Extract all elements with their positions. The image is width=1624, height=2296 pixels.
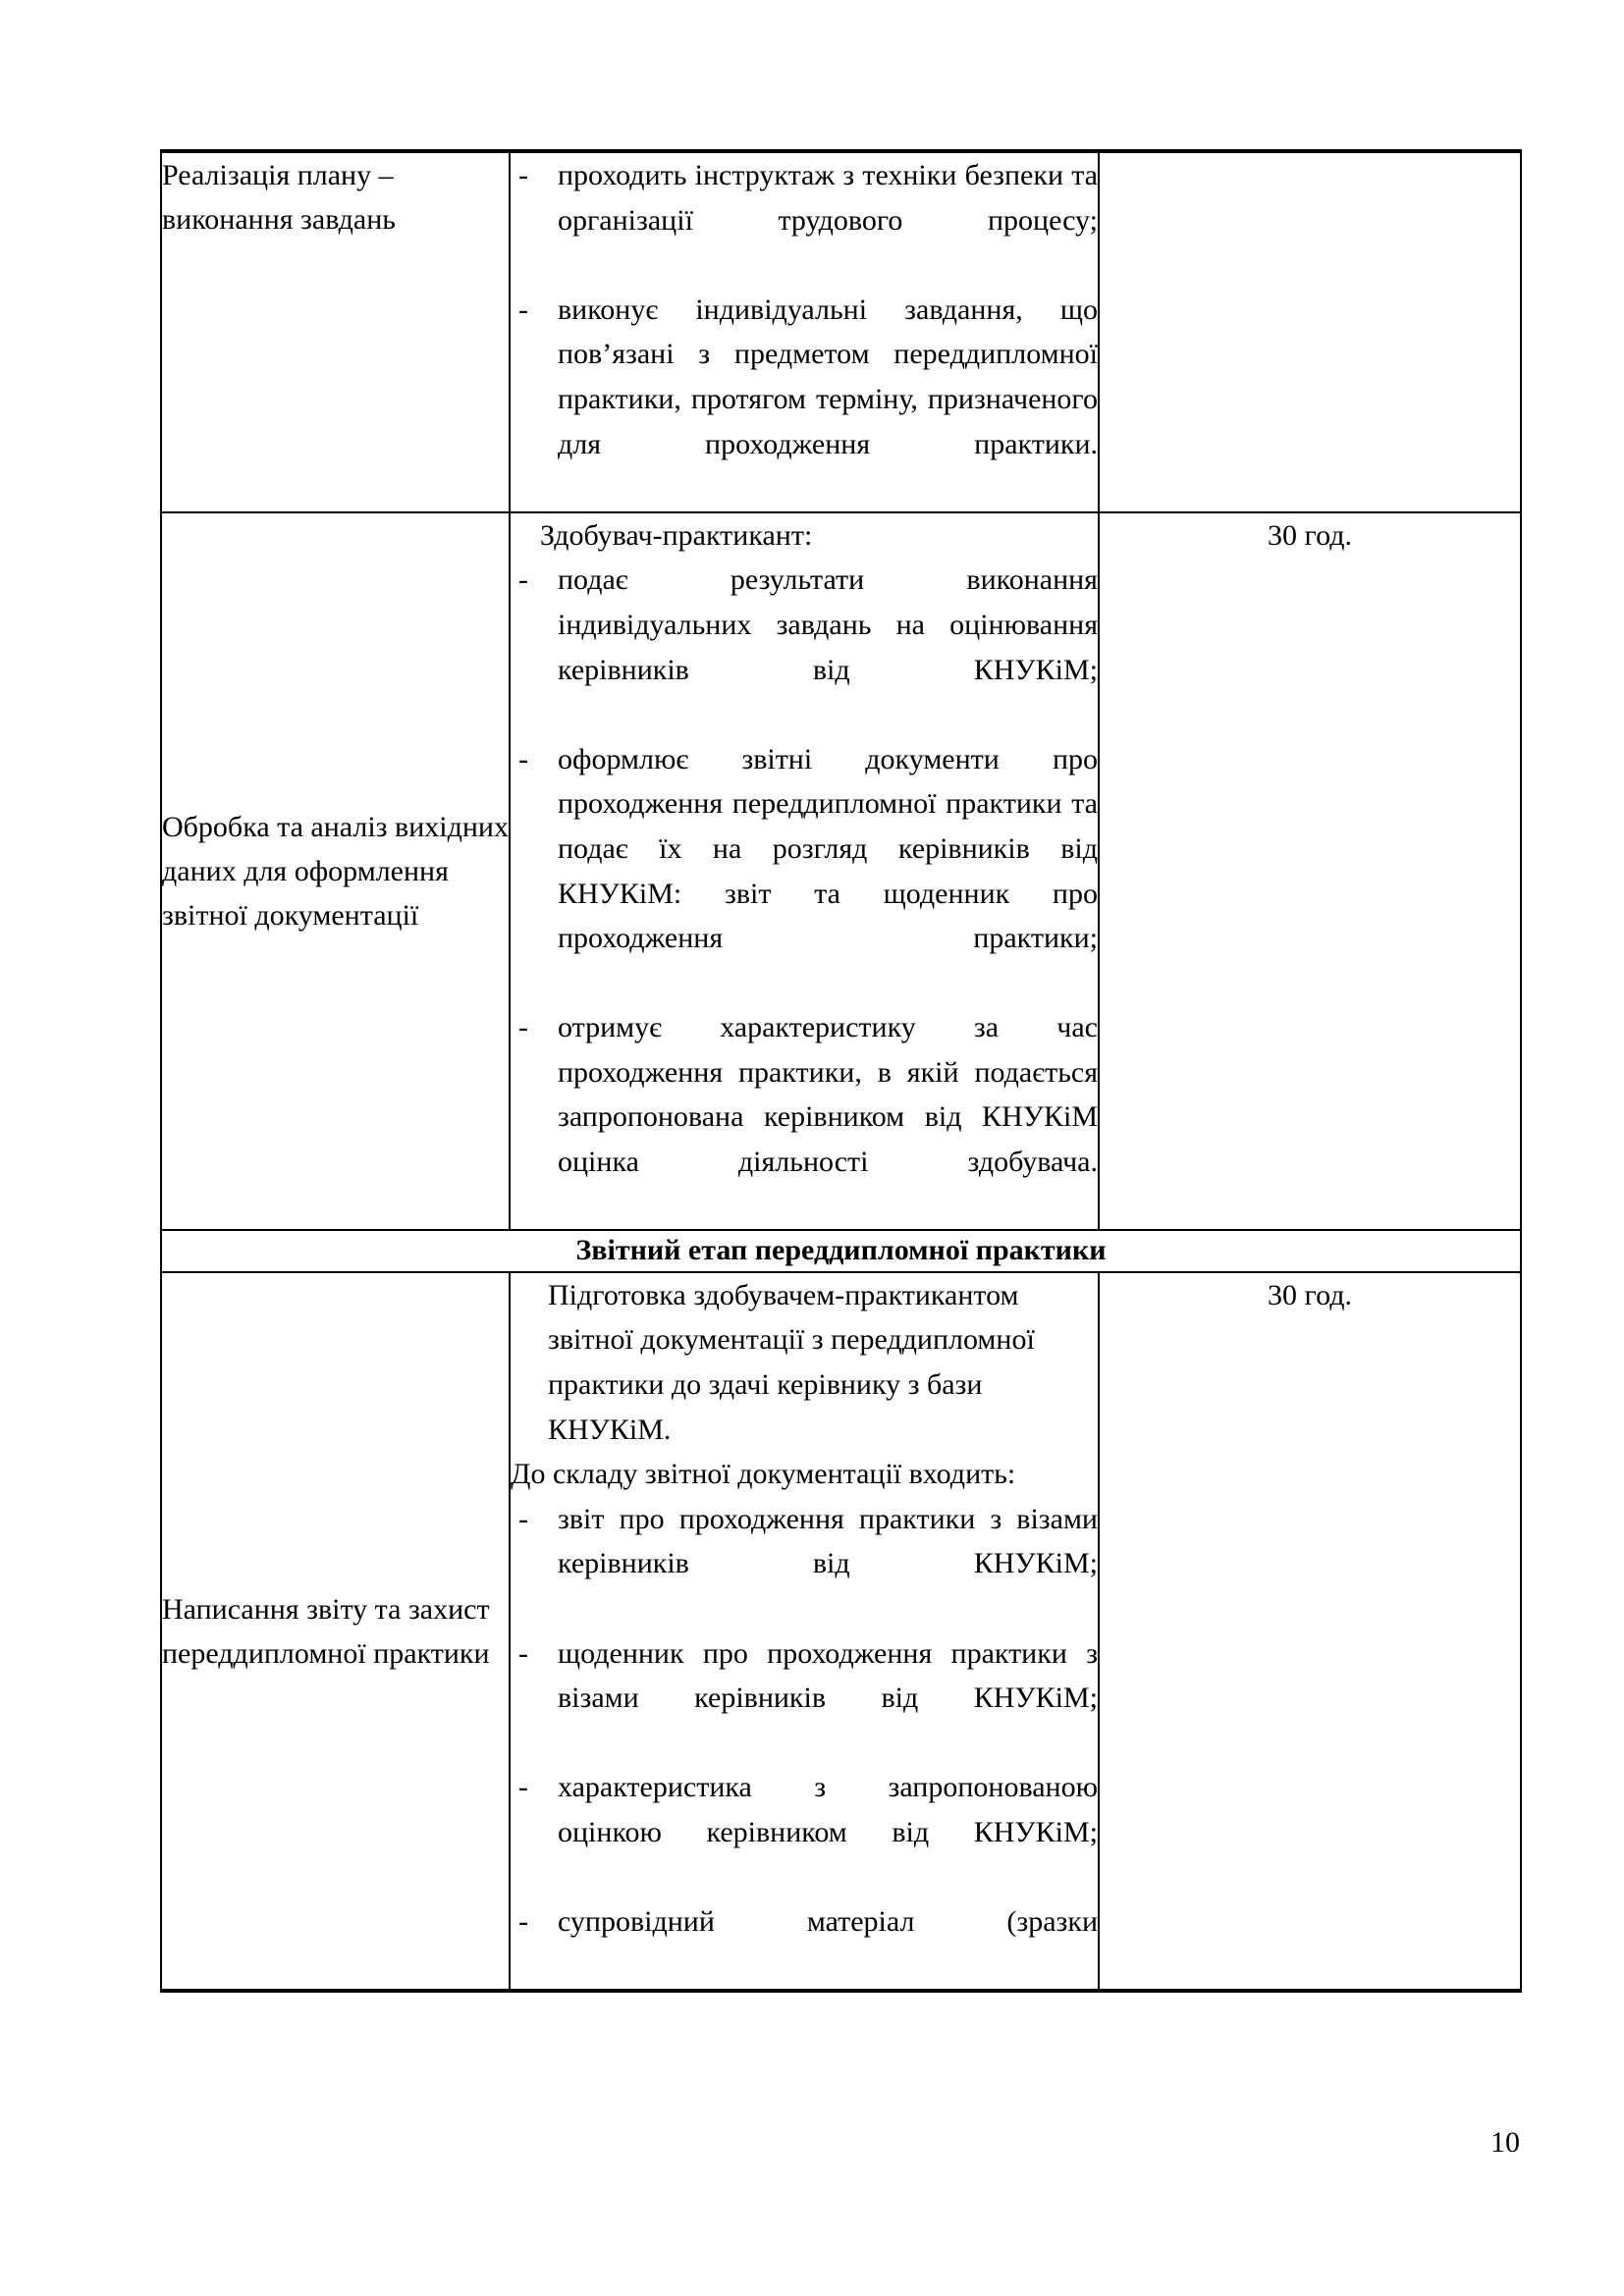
practice-schedule-table: [160, 149, 1522, 1993]
list-item: [511, 288, 1098, 511]
stage-label: Реалізація плану – виконання завдань: [162, 159, 396, 236]
list-item-text: оформлює звітні документи про проходження переддипломної практики та подає їх на розгляд керівників від КНУКіМ: звіт та щоденник про проходження практики;: [558, 742, 1098, 955]
stage-label: Написання звіту та захист переддипломної практики: [162, 1592, 490, 1670]
stage-description-cell: [510, 151, 1099, 512]
task-list: [511, 1497, 1098, 1990]
table-row: [161, 512, 1521, 1231]
table-section-row: [161, 1230, 1521, 1272]
table-row: [161, 151, 1521, 512]
stage-name-cell: [161, 512, 510, 1231]
task-list: [511, 558, 1098, 1229]
section-title: Звітний етап переддипломної практики: [575, 1234, 1107, 1267]
stage-description-cell: [510, 512, 1099, 1231]
list-item: [511, 153, 1098, 288]
hours-cell: [1099, 512, 1521, 1231]
task-list: [511, 153, 1098, 511]
list-item: [511, 558, 1098, 736]
section-header-cell: [161, 1230, 1521, 1272]
list-item-text: отримує характеристику за час проходження практики, в якій подається запропонована керівником від КНУКіМ оцінка діяльності здобувача.: [558, 1011, 1098, 1179]
list-item: [511, 1631, 1098, 1766]
list-item: [511, 1899, 1098, 1989]
hours-cell: [1099, 1272, 1521, 1992]
hours-cell: [1099, 151, 1521, 512]
stage-name-cell: [161, 151, 510, 512]
intro-paragraph: Підготовка здобувачем-практикантом звітної документації з переддипломної практики до здачі керівнику з бази КНУКіМ.: [548, 1278, 1035, 1446]
stage-description-cell: [510, 1272, 1099, 1992]
stage-label: Обробка та аналіз вихідних даних для оформлення звітної документації: [162, 811, 509, 932]
page-number: 10: [1490, 2126, 1520, 2159]
list-item-text: подає результати виконання індивідуальних завдань на оцінювання керівників від КНУКіМ;: [558, 563, 1098, 686]
list-item: [511, 1497, 1098, 1631]
stage-name-cell: [161, 1272, 510, 1992]
hours-value: 30 год.: [1268, 518, 1352, 552]
list-item-text: проходить інструктаж з техніки безпеки та організації трудового процесу;: [558, 159, 1098, 237]
list-item-text: звіт про проходження практики з візами керівників від КНУКіМ;: [558, 1502, 1098, 1580]
list-item: [511, 1765, 1098, 1899]
list-item-text: супровідний матеріал (зразки: [558, 1905, 1098, 1939]
list-intro: Здобувач-практикант:: [540, 518, 813, 552]
list-item-text: виконує індивідуальні завдання, що пов’язані з предметом переддипломної практики, протягом терміну, призначеного для проходження практики.: [558, 293, 1098, 460]
table-row: [161, 1272, 1521, 1992]
list-intro: До складу звітної документації входить:: [511, 1458, 1016, 1491]
list-item-text: характеристика з запропонованою оцінкою керівником від КНУКіМ;: [558, 1771, 1098, 1848]
list-item-text: щоденник про проходження практики з візами керівників від КНУКіМ;: [558, 1636, 1098, 1715]
list-item: [511, 737, 1098, 1006]
list-item: [511, 1005, 1098, 1229]
hours-value: 30 год.: [1268, 1278, 1352, 1311]
